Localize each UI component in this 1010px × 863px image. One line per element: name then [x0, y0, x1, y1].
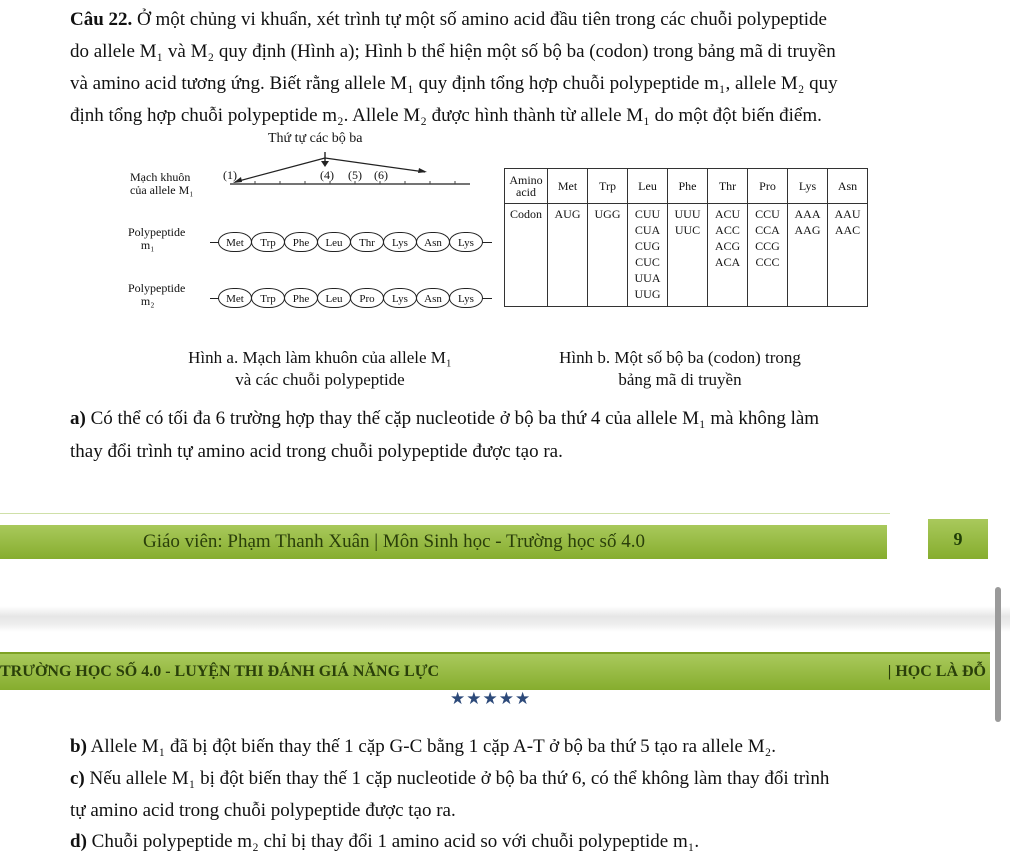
codon-table-header-row: [505, 169, 868, 204]
scrollbar-thumb[interactable]: [995, 587, 1001, 722]
codon-mark-5: (5): [348, 168, 362, 182]
template-strand-label: Mạch khuôn của allele M₁: [130, 170, 194, 197]
codon-ugg: UGG: [594, 207, 621, 221]
statement-c-letter: c): [70, 768, 85, 789]
m1-bead-3: Phe: [284, 232, 318, 252]
question-title: Câu 22.: [70, 9, 133, 30]
m2-bead-5: Pro: [350, 288, 384, 308]
statement-c-line-2: tự amino acid trong chuỗi polypeptide được tạo ra.: [70, 800, 456, 821]
header-stars: ★★★★★: [450, 689, 532, 709]
statement-d-letter: d): [70, 831, 87, 852]
amino-acid-header: Amino acid: [505, 169, 548, 204]
codon-ccc: CCC: [755, 255, 780, 269]
polypeptide-m1-label: Polypeptide m₁: [128, 225, 186, 252]
codon-acg: ACG: [714, 239, 741, 253]
m2-bead-3: Phe: [284, 288, 318, 308]
amino-acid-leu: Leu: [628, 169, 668, 204]
statement-a-line-2: thay đổi trình tự amino acid trong chuỗi polypeptide được tạo ra.: [70, 441, 563, 462]
figure-a-caption: Hình a. Mạch làm khuôn của allele M₁ và các chuỗi polypeptide: [188, 348, 452, 389]
amino-acid-met: Met: [548, 169, 588, 204]
codon-table: [504, 168, 868, 307]
question-intro-line-1: Câu 22. Ở một chủng vi khuẩn, xét trình tự một số amino acid đầu tiên trong các chuỗi polypeptide: [70, 9, 827, 30]
amino-acid-asn: Asn: [828, 169, 868, 204]
m1-bead-1: Met: [218, 232, 252, 252]
statement-a-line-1: a) Có thể có tối đa 6 trường hợp thay thế cặp nucleotide ở bộ ba thứ 4 của allele M₁ mà không làm: [70, 408, 820, 429]
statement-b-letter: b): [70, 736, 87, 757]
statement-b: b) Allele M₁ đã bị đột biến thay thế 1 cặp G-C bằng 1 cặp A-T ở bộ ba thứ 5 tạo ra allele M₂.: [70, 736, 777, 757]
codons-asn: [828, 204, 868, 307]
codons-met: [548, 204, 588, 307]
statement-a-letter: a): [70, 408, 86, 429]
codon-uug: UUG: [634, 287, 661, 301]
m1-bead-4: Leu: [317, 232, 351, 252]
codon-acu: ACU: [714, 207, 741, 221]
codon-cuc: CUC: [635, 255, 660, 269]
codon-aug: AUG: [554, 207, 581, 221]
question-intro-line-3: và amino acid tương ứng. Biết rằng allele M₁ quy định tổng hợp chuỗi polypeptide m₁, allele M₂ quy: [70, 73, 838, 94]
m2-bead-6: Lys: [383, 288, 417, 308]
m2-bead-7: Asn: [416, 288, 450, 308]
header-motto: | HỌC LÀ ĐỖ: [887, 663, 986, 680]
codons-lys: [788, 204, 828, 307]
codon-ccu: CCU: [755, 207, 780, 221]
footer-rule: [0, 513, 890, 514]
codon-cua: CUA: [634, 223, 661, 237]
question-intro-line-4: định tổng hợp chuỗi polypeptide m₂. Allele M₂ được hình thành từ allele M₁ do một đột biến điểm.: [70, 105, 822, 126]
codon-aaa: AAA: [794, 207, 821, 221]
m1-bead-8: Lys: [449, 232, 483, 252]
codon-cug: CUG: [634, 239, 661, 253]
codon-mark-6: (6): [374, 168, 388, 182]
polypeptide-m1-chain: [218, 232, 484, 252]
amino-acid-trp: Trp: [588, 169, 628, 204]
order-arrow-head-down: [321, 161, 329, 167]
codon-uuu: UUU: [674, 207, 701, 221]
amino-acid-pro: Pro: [748, 169, 788, 204]
statement-d: d) Chuỗi polypeptide m₂ chỉ bị thay đổi 1 amino acid so với chuỗi polypeptide m₁.: [70, 831, 700, 852]
question-intro-line-2: do allele M₁ và M₂ quy định (Hình a); Hình b thể hiện một số bộ ba (codon) trong bảng mã di truyền: [70, 41, 836, 62]
codons-phe: [668, 204, 708, 307]
amino-acid-lys: Lys: [788, 169, 828, 204]
m2-bead-8: Lys: [449, 288, 483, 308]
footer-teacher-text: Giáo viên: Phạm Thanh Xuân | Môn Sinh học - Trường học số 4.0: [143, 531, 645, 552]
codon-uuc: UUC: [674, 223, 701, 237]
m2-bead-4: Leu: [317, 288, 351, 308]
codon-aag: AAG: [794, 223, 821, 237]
order-arrow-head-right: [418, 168, 427, 173]
codon-cuu: CUU: [634, 207, 661, 221]
polypeptide-m2-chain: [218, 288, 484, 308]
m2-bead-2: Trp: [251, 288, 285, 308]
codon-aac: AAC: [834, 223, 861, 237]
codon-ccg: CCG: [755, 239, 780, 253]
m2-bead-1: Met: [218, 288, 252, 308]
polypeptide-m2-label: Polypeptide m₂: [128, 281, 186, 308]
header-school-name: TRƯỜNG HỌC SỐ 4.0 - LUYỆN THI ĐÁNH GIÁ NĂNG LỰC: [0, 663, 439, 680]
codons-leu: [628, 204, 668, 307]
codon-cca: CCA: [755, 223, 780, 237]
page-gap: [0, 606, 1010, 632]
order-arrow-left: [235, 158, 325, 182]
header-school-bar: [0, 652, 990, 690]
m1-bead-6: Lys: [383, 232, 417, 252]
m1-bead-5: Thr: [350, 232, 384, 252]
codon-order-label: Thứ tự các bộ ba: [268, 131, 363, 146]
statement-c-line-1: c) Nếu allele M₁ bị đột biến thay thế 1 cặp nucleotide ở bộ ba thứ 6, có thể không làm thay đổi trình: [70, 768, 830, 789]
codons-pro: [748, 204, 788, 307]
amino-acid-phe: Phe: [668, 169, 708, 204]
codon-aca: ACA: [714, 255, 741, 269]
codons-thr: [708, 204, 748, 307]
m1-bead-7: Asn: [416, 232, 450, 252]
codon-row-label: Codon: [505, 204, 548, 307]
amino-acid-thr: Thr: [708, 169, 748, 204]
figure-b-caption: Hình b. Một số bộ ba (codon) trong bảng mã di truyền: [559, 348, 801, 389]
codon-uua: UUA: [634, 271, 661, 285]
codon-mark-1: (1): [223, 168, 237, 182]
codon-acc: ACC: [715, 223, 740, 237]
footer-page-number: 9: [953, 529, 963, 549]
codon-mark-4: (4): [320, 168, 334, 182]
codons-trp: [588, 204, 628, 307]
m1-bead-2: Trp: [251, 232, 285, 252]
footer-teacher-bar: [0, 525, 887, 559]
codon-aau: AAU: [834, 207, 861, 221]
codon-table-codon-row: [505, 204, 868, 307]
footer-page-number-box: [928, 519, 988, 559]
